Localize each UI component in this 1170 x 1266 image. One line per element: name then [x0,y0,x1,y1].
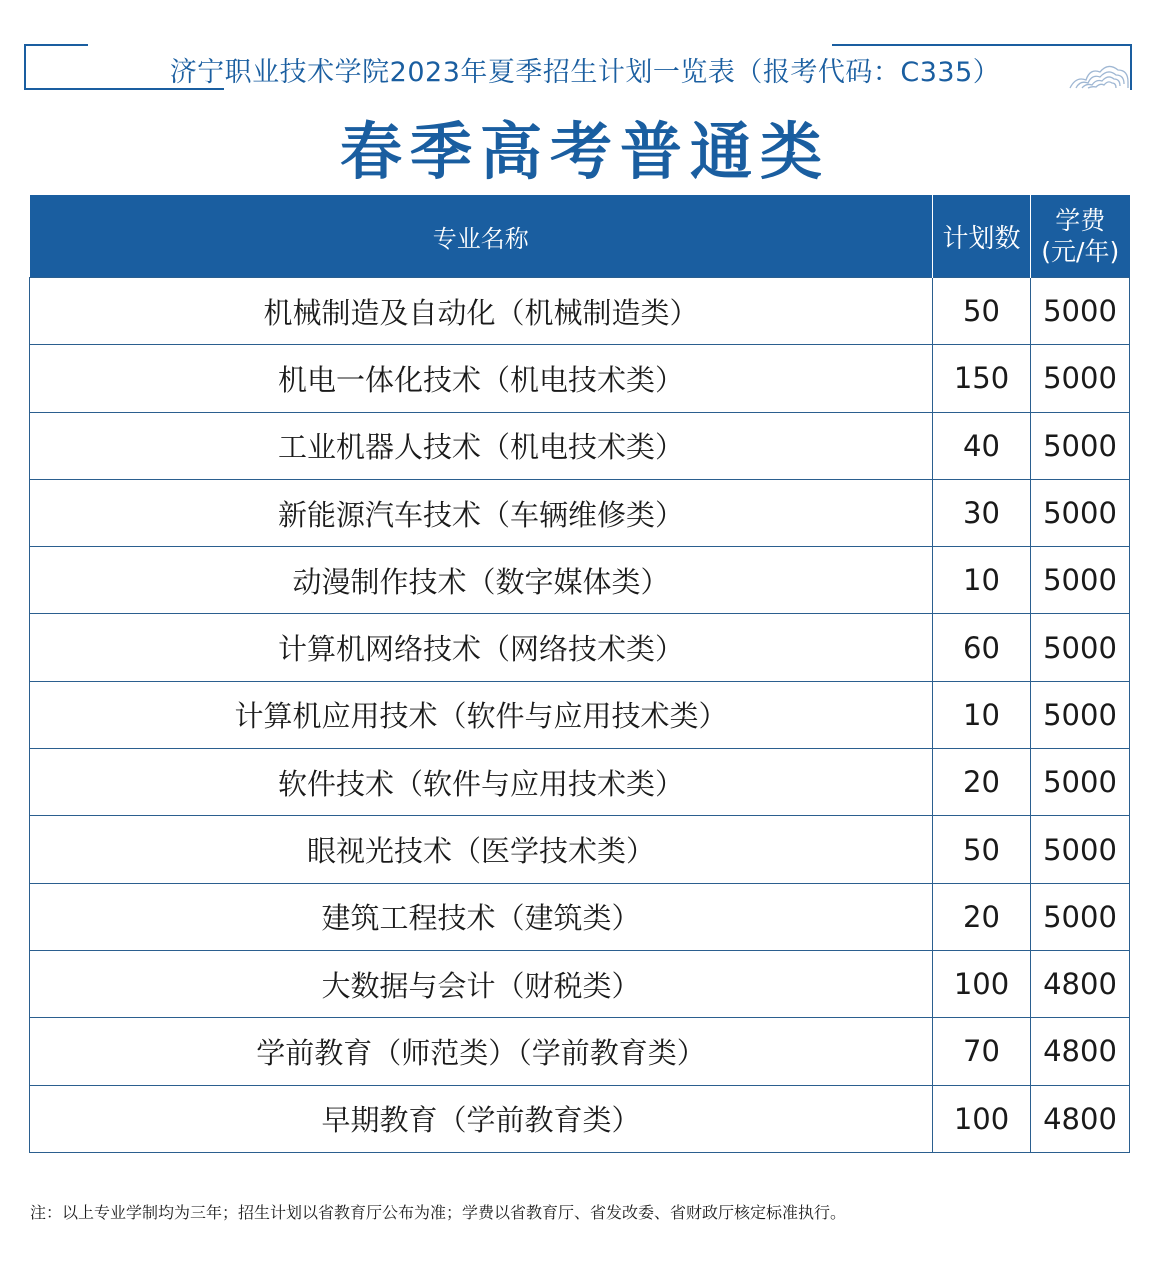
table-row [30,412,1130,479]
table-row [30,681,1130,748]
table-row [30,950,1130,1017]
page-title: 春季高考普通类 [339,115,830,188]
header-plan: 计划数 [933,195,1031,278]
plan-cell: 40 [933,412,1031,479]
major-cell: 早期教育（学前教育类） [30,1085,933,1152]
plan-cell: 10 [933,547,1031,614]
major-cell: 学前教育（师范类）（学前教育类） [30,1018,933,1085]
major-cell: 计算机应用技术（软件与应用技术类） [30,681,933,748]
major-cell: 工业机器人技术（机电技术类） [30,412,933,479]
major-cell: 动漫制作技术（数字媒体类） [30,547,933,614]
plan-cell: 70 [933,1018,1031,1085]
page-subtitle: 济宁职业技术学院2023年夏季招生计划一览表（报考代码：C335） [169,57,1001,88]
plan-cell: 20 [933,883,1031,950]
plan-cell: 20 [933,749,1031,816]
table-row [30,547,1130,614]
fee-cell: 4800 [1031,1018,1130,1085]
plan-cell: 150 [933,345,1031,412]
table-row [30,1085,1130,1152]
fee-cell: 4800 [1031,950,1130,1017]
major-cell: 机械制造及自动化（机械制造类） [30,278,933,345]
fee-cell: 5000 [1031,278,1130,345]
plan-cell: 30 [933,479,1031,546]
fee-cell: 5000 [1031,681,1130,748]
table-row [30,749,1130,816]
fee-cell: 5000 [1031,614,1130,681]
fee-cell: 5000 [1031,479,1130,546]
footnote: 注：以上专业学制均为三年；招生计划以省教育厅公布为准；学费以省教育厅、省发改委、省财政厅核定标准执行。 [30,1203,847,1222]
table-header-row [30,195,1130,278]
plan-cell: 50 [933,278,1031,345]
fee-cell: 5000 [1031,412,1130,479]
plan-cell: 60 [933,614,1031,681]
plan-cell: 100 [933,1085,1031,1152]
fee-cell: 5000 [1031,749,1130,816]
enrollment-plan-table [29,195,1130,1153]
header-major: 专业名称 [30,195,933,278]
plan-cell: 10 [933,681,1031,748]
table-row [30,479,1130,546]
table-row [30,1018,1130,1085]
major-cell: 机电一体化技术（机电技术类） [30,345,933,412]
plan-cell: 100 [933,950,1031,1017]
fee-cell: 5000 [1031,345,1130,412]
fee-cell: 5000 [1031,816,1130,883]
fee-cell: 5000 [1031,547,1130,614]
header-fee-line2: (元/年) [1041,237,1120,266]
major-cell: 大数据与会计（财税类） [30,950,933,1017]
major-cell: 软件技术（软件与应用技术类） [30,749,933,816]
fee-cell: 5000 [1031,883,1130,950]
table-body [30,278,1130,1153]
plan-cell: 50 [933,816,1031,883]
major-cell: 眼视光技术（医学技术类） [30,816,933,883]
table-row [30,816,1130,883]
major-cell: 新能源汽车技术（车辆维修类） [30,479,933,546]
table-row [30,614,1130,681]
header-fee [1031,195,1130,278]
cloud-pattern-icon [1066,58,1132,90]
major-cell: 计算机网络技术（网络技术类） [30,614,933,681]
table-row [30,345,1130,412]
table-row [30,278,1130,345]
table-row [30,883,1130,950]
header-fee-line1: 学费 [1055,206,1106,235]
fee-cell: 4800 [1031,1085,1130,1152]
major-cell: 建筑工程技术（建筑类） [30,883,933,950]
